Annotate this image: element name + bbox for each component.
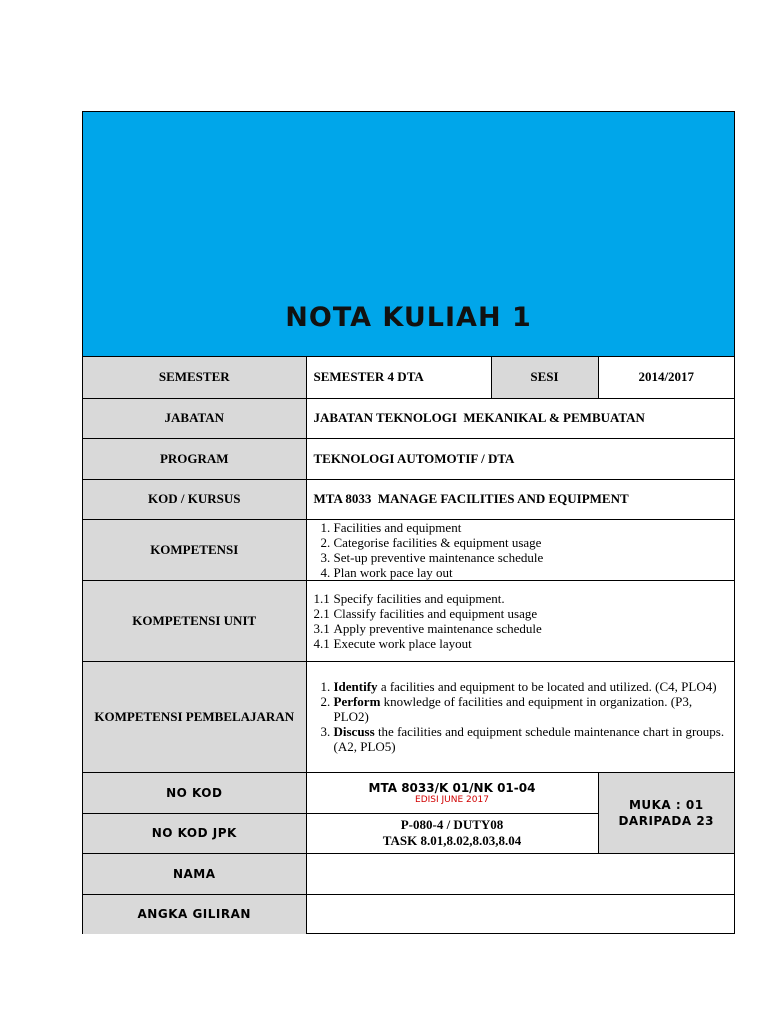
semester-value: SEMESTER 4 DTA <box>306 357 491 398</box>
list-item-number: 4.1 <box>313 635 330 651</box>
row-kursus <box>83 479 734 519</box>
page-number: MUKA : 01 <box>628 797 704 812</box>
row-kompetensi-pembelajaran <box>83 661 734 772</box>
list-item: 4. Plan work pace lay out <box>334 565 728 580</box>
no-kod-jpk-line2: TASK 8.01,8.02,8.03,8.04 <box>382 833 522 848</box>
no-kod-jpk-label: NO KOD JPK <box>83 813 306 853</box>
kompetensi-unit-list-cell <box>306 580 734 661</box>
row-kompetensi-unit <box>83 580 734 661</box>
row-no-kod <box>83 772 734 813</box>
no-kod-label: NO KOD <box>83 772 306 813</box>
jabatan-value: JABATAN TEKNOLOGI MEKANIKAL & PEMBUATAN <box>306 398 734 438</box>
angka-giliran-field <box>306 894 734 934</box>
no-kod-cell <box>306 772 598 813</box>
list-item <box>334 694 728 724</box>
list-item <box>314 621 728 636</box>
list-item <box>334 679 728 694</box>
edisi-text: EDISI JUNE 2017 <box>415 794 489 805</box>
row-jabatan <box>83 398 734 438</box>
list-item-text: Classify facilities and equipment usage <box>333 605 538 621</box>
list-item <box>334 724 728 754</box>
list-item-text: Specify facilities and equipment. <box>333 590 505 606</box>
row-program <box>83 438 734 479</box>
row-nama <box>83 853 734 894</box>
list-item-number: 1.1 <box>313 590 330 606</box>
kompetensi-label: KOMPETENSI <box>83 519 306 580</box>
row-angka-giliran <box>83 894 734 934</box>
list-item-verb: Perform <box>333 694 381 709</box>
kursus-label: KOD / KURSUS <box>83 479 306 519</box>
document-title: NOTA KULIAH 1 <box>285 302 532 333</box>
list-item: 2. Categorise facilities & equipment usage <box>334 535 728 550</box>
kompetensi-unit-list <box>314 591 728 651</box>
kompetensi-pembelajaran-label: KOMPETENSI PEMBELAJARAN <box>83 661 306 772</box>
row-semester <box>83 357 734 398</box>
list-item <box>314 606 728 621</box>
list-item-verb: Discuss <box>333 724 375 739</box>
lecture-note-cover <box>82 111 735 934</box>
nama-label: NAMA <box>83 853 306 894</box>
no-kod-value: MTA 8033/K 01/NK 01-04 <box>368 780 536 795</box>
row-kompetensi <box>83 519 734 580</box>
list-item <box>314 591 728 606</box>
page-total: DARIPADA 23 <box>618 813 715 828</box>
list-item: 3. Set-up preventive maintenance schedule <box>334 550 728 565</box>
sesi-value: 2014/2017 <box>598 357 734 398</box>
kompetensi-list-cell <box>306 519 734 580</box>
jabatan-label: JABATAN <box>83 398 306 438</box>
list-item-text: a facilities and equipment to be located and utilized. (C4, PLO4) <box>377 679 717 694</box>
list-item-text: knowledge of facilities and equipment in organization. (P3, PLO2) <box>333 694 693 724</box>
sesi-label: SESI <box>491 357 598 398</box>
nama-field <box>306 853 734 894</box>
program-label: PROGRAM <box>83 438 306 479</box>
kompetensi-pembelajaran-list-cell <box>306 661 734 772</box>
angka-giliran-label: ANGKA GILIRAN <box>83 894 306 934</box>
semester-label: SEMESTER <box>83 357 306 398</box>
list-item-text: Apply preventive maintenance schedule <box>333 620 542 636</box>
program-value: TEKNOLOGI AUTOMOTIF / DTA <box>306 438 734 479</box>
list-item-number: 2.1 <box>313 605 330 621</box>
list-item-text: the facilities and equipment schedule maintenance chart in groups. (A2, PLO5) <box>333 724 725 754</box>
muka-cell <box>598 772 734 853</box>
title-banner <box>83 112 734 357</box>
kompetensi-list <box>314 520 728 580</box>
course-info-table <box>83 357 734 934</box>
list-item-verb: Identify <box>333 679 378 694</box>
kompetensi-unit-label: KOMPETENSI UNIT <box>83 580 306 661</box>
kompetensi-pembelajaran-list <box>314 679 728 754</box>
list-item-text: Execute work place layout <box>333 635 472 651</box>
no-kod-jpk-cell <box>306 813 598 853</box>
list-item-number: 3.1 <box>313 620 330 636</box>
no-kod-jpk-line1: P-080-4 / DUTY08 <box>400 817 504 832</box>
list-item <box>314 636 728 651</box>
list-item: 1. Facilities and equipment <box>334 520 728 535</box>
kursus-value: MTA 8033 MANAGE FACILITIES AND EQUIPMENT <box>306 479 734 519</box>
